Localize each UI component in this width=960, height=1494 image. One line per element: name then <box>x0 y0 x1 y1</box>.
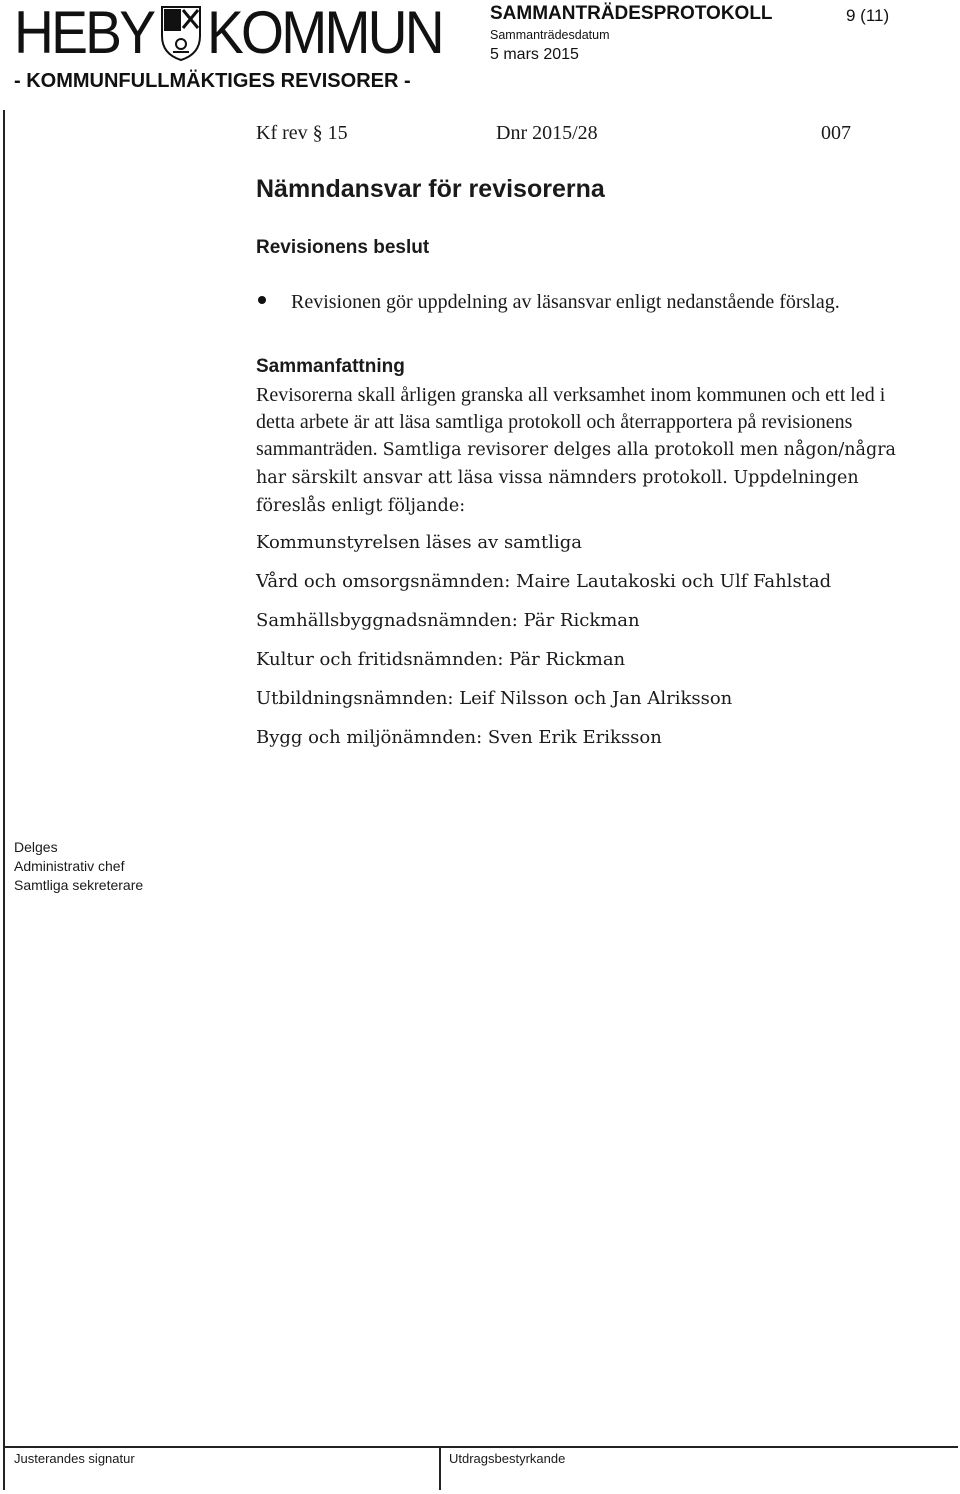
coat-of-arms-icon <box>159 4 203 62</box>
assignment-item: Kultur och fritidsnämnden: Pär Rickman <box>256 649 626 670</box>
decision-text: Revisionen gör uppdelning av läsansvar enligt nedanstående förslag. <box>291 291 840 313</box>
assignment-item: Vård och omsorgsnämnden: Maire Lautakoski och Ulf Fahlstad <box>256 571 832 592</box>
certification-label: Utdragsbestyrkande <box>449 1451 566 1466</box>
signature-label: Justerandes signatur <box>14 1451 135 1466</box>
assignment-list <box>256 530 831 764</box>
assignment-item: Samhällsbyggnadsnämnden: Pär Rickman <box>256 610 640 631</box>
summary-paragraph <box>256 382 926 520</box>
page-number: 9 (11) <box>846 6 890 25</box>
meeting-date-label: Sammanträdesdatum <box>490 28 610 42</box>
decision-heading: Revisionens beslut <box>256 237 430 258</box>
section-title: Nämndansvar för revisorerna <box>256 175 605 203</box>
logo-word-left: HEBY <box>14 0 154 66</box>
assignment-item: Bygg och miljönämnden: Sven Erik Eriksson <box>256 727 662 748</box>
logo-word-right: KOMMUN <box>207 0 443 66</box>
left-margin-rule <box>3 110 5 1490</box>
distribution-recipient: Administrativ chef <box>14 858 125 874</box>
distribution-block <box>14 838 143 895</box>
distribution-recipient: Samtliga sekreterare <box>14 877 144 893</box>
municipality-logo <box>14 2 463 64</box>
paragraph-number: Kf rev § 15 <box>256 122 348 144</box>
meeting-date: 5 mars 2015 <box>490 46 579 63</box>
distribution-label: Delges <box>14 839 58 855</box>
diary-number: Dnr 2015/28 <box>496 122 598 144</box>
footer-rule <box>3 1446 958 1448</box>
assignment-item: Kommunstyrelsen läses av samtliga <box>256 532 582 553</box>
document-type: SAMMANTRÄDESPROTOKOLL <box>490 3 773 24</box>
department-subtitle: - KOMMUNFULLMÄKTIGES REVISORER - <box>14 70 411 92</box>
assignment-item: Utbildningsnämnden: Leif Nilsson och Jan Alriksson <box>256 688 733 709</box>
summary-heading: Sammanfattning <box>256 356 405 377</box>
summary-text-2: Samtliga revisorer delges alla protokoll men någon/några har särskilt ansvar att läsa vissa nämnders protokoll. Uppdelningen föreslås enligt följande: <box>256 440 896 516</box>
summary-text-1: Revisorerna skall årligen granska all verksamhet inom kommunen och ett led i detta arbete är att läsa samtliga protokoll och återrapportera på revisionens sammanträden. <box>256 384 886 460</box>
signature-divider <box>439 1446 441 1490</box>
archive-code: 007 <box>821 122 851 144</box>
